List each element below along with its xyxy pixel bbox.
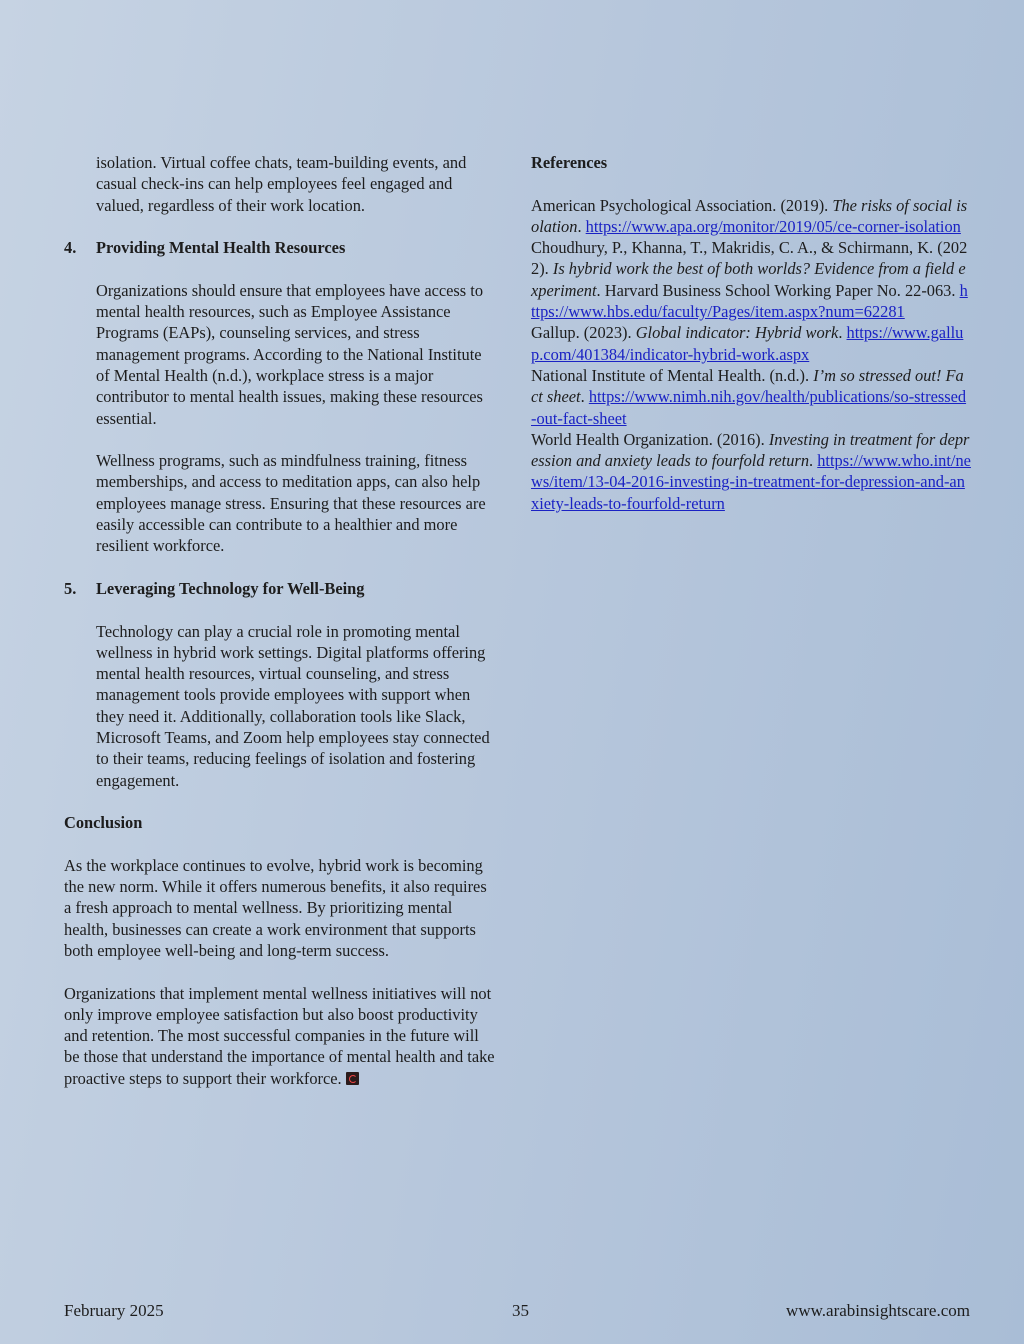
reference-link[interactable]: https://www.apa.org/monitor/2019/05/ce-corner-isolation (585, 216, 961, 236)
conclusion-paragraph-2-text: Organizations that implement mental wellness initiatives will not only improve employee satisfaction but also boost productivity and retention. The most successful companies in the future will be those that understand the importance of mental health and take proactive steps to support their workforce. (64, 983, 495, 1088)
reference-authors: Gallup. (2023). (531, 323, 636, 343)
footer-website: www.arabinsightscare.com (786, 1301, 970, 1320)
reference-authors: American Psychological Association. (2019). (531, 195, 833, 215)
reference-item (531, 195, 971, 238)
section-number: 5. (64, 578, 77, 598)
footer-page-number: 35 (512, 1301, 529, 1320)
section-number: 4. (64, 238, 77, 258)
reference-link[interactable]: https://www.hbs.edu/faculty/Pages/item.aspx?num=62281 (531, 280, 968, 322)
reference-authors: Choudhury, P., Khanna, T., Makridis, C. A., & Schirmann, K. (2022). (531, 238, 968, 279)
section-heading-4 (64, 237, 496, 258)
footer-date: February 2025 (64, 1301, 164, 1320)
reference-authors: World Health Organization. (2016). (531, 429, 769, 449)
reference-authors: National Institute of Mental Health. (n.d.). (531, 365, 814, 385)
section-title: Leveraging Technology for Well-Being (96, 578, 365, 598)
conclusion-heading: Conclusion (64, 813, 143, 833)
reference-details: . (809, 451, 818, 471)
reference-title: Is hybrid work the best of both worlds? Evidence from a field experiment (531, 259, 966, 300)
reference-link[interactable]: https://www.who.int/news/item/13-04-2016-investing-in-treatment-for-depression-and-anxiety-leads-to-fourfold-return (531, 451, 971, 513)
reference-item (531, 322, 971, 365)
section-title: Providing Mental Health Resources (96, 238, 346, 258)
intro-paragraph: isolation. Virtual coffee chats, team-building events, and casual check-ins can help employees feel engaged and valued, regardless of their work location. (96, 153, 467, 215)
reference-details: . (577, 216, 586, 236)
reference-item (531, 429, 971, 514)
publication-logo-icon (346, 1072, 359, 1085)
section-4-paragraph-1: Organizations should ensure that employees have access to mental health resources, such as Employee Assistance Programs (EAPs), counseling services, and stress management programs. According to the National Institute of Mental Health (n.d.), workplace stress is a major contributor to mental health issues, making these resources essential. (96, 280, 484, 428)
reference-title: I’m so stressed out! Fact sheet (531, 365, 964, 407)
reference-details: . Harvard Business School Working Paper No. 22-063. (596, 280, 960, 300)
reference-title: Investing in treatment for depression and anxiety leads to fourfold return (531, 429, 970, 471)
reference-item (531, 237, 971, 322)
reference-details: . (580, 387, 589, 407)
references-heading: References (531, 153, 608, 172)
section-5-paragraph-1: Technology can play a crucial role in promoting mental wellness in hybrid work settings. Digital platforms offering mental health resources, virtual counseling, and stress management tools provide employees with support when they need it. Additionally, collaboration tools like Slack, Microsoft Teams, and Zoom help employees stay connected to their teams, reducing feelings of isolation and fostering engagement. (96, 621, 490, 790)
reference-link[interactable]: https://www.nimh.nih.gov/health/publications/so-stressed-out-fact-sheet (531, 387, 967, 428)
reference-item (531, 365, 971, 429)
reference-title: The risks of social isolation (531, 195, 968, 236)
section-heading-5 (64, 578, 496, 599)
reference-details: . (838, 323, 847, 343)
conclusion-paragraph-1: As the workplace continues to evolve, hybrid work is becoming the new norm. While it offers numerous benefits, it also requires a fresh approach to mental wellness. By prioritizing mental health, businesses can create a work environment that supports both employee well-being and long-term success. (64, 855, 487, 960)
reference-title: Global indicator: Hybrid work (635, 323, 839, 343)
reference-link[interactable]: https://www.gallup.com/401384/indicator-hybrid-work.aspx (531, 323, 964, 364)
conclusion-paragraph-2 (64, 983, 496, 1089)
section-4-paragraph-2: Wellness programs, such as mindfulness training, fitness memberships, and access to meditation apps, can also help employees manage stress. Ensuring that these resources are easily accessible can contribute to a healthier and more resilient workforce. (96, 451, 486, 556)
references-column (531, 152, 971, 514)
left-column (64, 152, 496, 1089)
